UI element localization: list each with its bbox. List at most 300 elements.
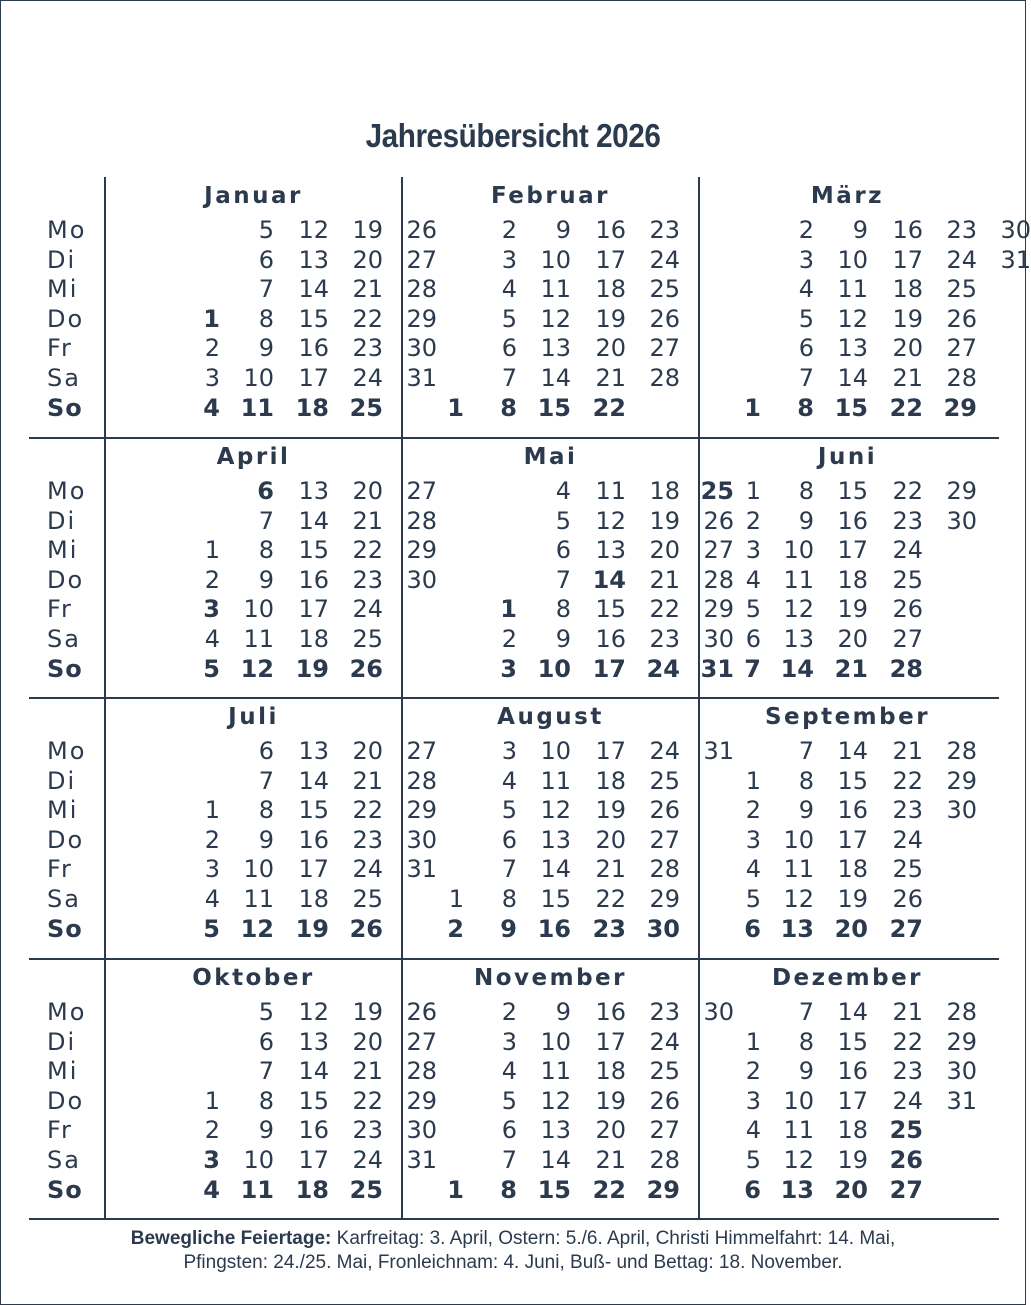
- date-cell: 21: [352, 766, 383, 795]
- date-cell: 4: [501, 766, 517, 795]
- date-cell: 4: [745, 1116, 761, 1145]
- date-cell: 16: [837, 796, 868, 825]
- weekday-label: Fr: [47, 855, 73, 884]
- date-cell: 5: [501, 796, 517, 825]
- date-cell: 30: [703, 998, 734, 1026]
- weekday-label: Fr: [47, 595, 73, 624]
- holiday-date: 25: [700, 477, 734, 505]
- date-cell: 28: [406, 506, 437, 535]
- date-cell: 8: [258, 304, 274, 333]
- date-cell: 7: [258, 1057, 274, 1086]
- weekday-label: Mi: [47, 796, 79, 825]
- weekday-label: Sa: [47, 625, 81, 653]
- sunday-date: 18: [295, 393, 329, 422]
- date-cell: 1: [204, 536, 220, 565]
- date-cell: 5: [745, 595, 761, 624]
- date-cell: 20: [837, 625, 868, 653]
- weekday-label: Sa: [47, 1146, 81, 1174]
- date-cell: 21: [892, 998, 923, 1026]
- date-cell: 6: [555, 536, 571, 565]
- date-cell: 21: [595, 855, 626, 884]
- date-cell: 29: [703, 595, 734, 624]
- month-name: Februar: [491, 183, 610, 209]
- date-cell: 31: [406, 1146, 437, 1174]
- date-cell: 3: [204, 855, 220, 884]
- date-cell: 22: [892, 1027, 923, 1056]
- date-cell: 21: [352, 506, 383, 535]
- page-title: Jahresübersicht 2026: [365, 117, 661, 154]
- month-name: August: [497, 704, 604, 730]
- date-cell: 31: [406, 855, 437, 884]
- date-cell: 7: [798, 998, 814, 1026]
- date-cell: 30: [946, 506, 977, 535]
- date-cell: 19: [649, 506, 680, 535]
- sunday-date: 4: [203, 393, 220, 422]
- date-cell: 7: [258, 275, 274, 304]
- weekday-label: Sa: [47, 364, 81, 392]
- date-cell: 18: [595, 766, 626, 795]
- date-cell: 14: [298, 1057, 329, 1086]
- date-cell: 2: [745, 796, 761, 825]
- sunday-date: 8: [797, 393, 814, 422]
- weekday-label: Do: [47, 1086, 85, 1115]
- date-cell: 20: [649, 536, 680, 565]
- date-cell: 10: [540, 1027, 571, 1056]
- date-cell: 2: [798, 216, 814, 244]
- date-cell: 20: [352, 477, 383, 505]
- date-cell: 11: [595, 477, 626, 505]
- date-cell: 28: [649, 1146, 680, 1174]
- date-cell: 12: [783, 595, 814, 624]
- date-cell: 13: [540, 825, 571, 854]
- sunday-date: 19: [295, 654, 329, 683]
- date-cell: 9: [798, 796, 814, 825]
- date-cell: 17: [298, 1146, 329, 1174]
- date-cell: 18: [837, 565, 868, 594]
- date-cell: 7: [501, 855, 517, 884]
- date-cell: 19: [595, 1086, 626, 1115]
- date-cell: 28: [946, 364, 977, 392]
- date-cell: 30: [946, 796, 977, 825]
- date-cell: 6: [501, 825, 517, 854]
- date-cell: 10: [837, 245, 868, 274]
- date-cell: 27: [649, 825, 680, 854]
- date-cell: 21: [352, 275, 383, 304]
- month-september: [699, 698, 996, 956]
- date-cell: 31: [406, 364, 437, 392]
- month-name: September: [764, 704, 931, 730]
- date-cell: 9: [555, 625, 571, 653]
- date-cell: 28: [946, 737, 977, 765]
- sunday-date: 25: [349, 393, 383, 422]
- sunday-date: 15: [537, 1175, 571, 1204]
- date-cell: 23: [892, 506, 923, 535]
- date-cell: 5: [501, 304, 517, 333]
- date-cell: 4: [501, 275, 517, 304]
- movable-holidays-note: [41, 1227, 985, 1275]
- date-cell: 2: [204, 565, 220, 594]
- date-cell: 9: [258, 565, 274, 594]
- date-cell: 10: [783, 825, 814, 854]
- month-name: Mai: [523, 444, 578, 470]
- date-cell: 11: [540, 766, 571, 795]
- date-cell: 31: [703, 737, 734, 765]
- date-cell: 3: [745, 536, 761, 565]
- date-cell: 4: [204, 885, 220, 913]
- date-cell: 26: [649, 796, 680, 825]
- weekday-label: Sa: [47, 885, 81, 913]
- date-cell: 27: [946, 334, 977, 363]
- date-cell: 4: [798, 275, 814, 304]
- sunday-date: 16: [537, 914, 571, 943]
- date-cell: 5: [555, 506, 571, 535]
- sunday-date: 1: [447, 393, 464, 422]
- date-cell: 11: [540, 1057, 571, 1086]
- date-cell: 7: [555, 565, 571, 594]
- date-cell: 16: [298, 334, 329, 363]
- date-cell: 15: [837, 477, 868, 505]
- weekday-label: Di: [47, 506, 77, 535]
- date-cell: 7: [501, 1146, 517, 1174]
- holiday-date: 3: [203, 595, 220, 624]
- date-cell: 13: [298, 1027, 329, 1056]
- date-cell: 7: [798, 737, 814, 765]
- date-cell: 4: [204, 625, 220, 653]
- date-cell: 23: [352, 334, 383, 363]
- date-cell: 22: [892, 766, 923, 795]
- date-cell: 21: [892, 364, 923, 392]
- date-cell: 20: [352, 245, 383, 274]
- date-cell: 16: [837, 506, 868, 535]
- date-cell: 23: [892, 796, 923, 825]
- date-cell: 21: [892, 737, 923, 765]
- month-name: Oktober: [192, 965, 315, 991]
- date-cell: 5: [745, 885, 761, 913]
- weekday-label: Do: [47, 565, 85, 594]
- date-cell: 9: [258, 1116, 274, 1145]
- date-cell: 13: [298, 245, 329, 274]
- date-cell: 29: [406, 536, 437, 565]
- weekday-label: Mi: [47, 1057, 79, 1086]
- date-cell: 2: [204, 334, 220, 363]
- date-cell: 3: [501, 1027, 517, 1056]
- month-november: [402, 959, 734, 1217]
- date-cell: 3: [798, 245, 814, 274]
- date-cell: 16: [298, 825, 329, 854]
- date-cell: 19: [837, 885, 868, 913]
- date-cell: 28: [406, 1057, 437, 1086]
- date-cell: 8: [555, 595, 571, 624]
- month-juni: [699, 438, 996, 696]
- date-cell: 20: [892, 334, 923, 363]
- date-cell: 8: [798, 1027, 814, 1056]
- date-cell: 10: [540, 737, 571, 765]
- date-cell: 9: [555, 216, 571, 244]
- weekday-label: Mo: [47, 216, 87, 244]
- sunday-date: 26: [349, 654, 383, 683]
- month-dezember: [699, 959, 996, 1217]
- date-cell: 11: [783, 855, 814, 884]
- date-cell: 5: [258, 998, 274, 1026]
- date-cell: 6: [501, 334, 517, 363]
- month-märz: [699, 177, 1031, 435]
- date-cell: 17: [892, 245, 923, 274]
- date-cell: 13: [298, 477, 329, 505]
- date-cell: 9: [798, 1057, 814, 1086]
- sunday-date: 30: [646, 914, 680, 943]
- sunday-date: 21: [834, 654, 868, 683]
- date-cell: 24: [946, 245, 977, 274]
- date-cell: 25: [649, 275, 680, 304]
- month-februar: [402, 177, 699, 435]
- date-cell: 15: [298, 304, 329, 333]
- sunday-date: 27: [889, 914, 923, 943]
- sunday-date: 29: [646, 1175, 680, 1204]
- date-cell: 25: [649, 1057, 680, 1086]
- date-cell: 25: [946, 275, 977, 304]
- date-cell: 4: [555, 477, 571, 505]
- date-cell: 27: [406, 737, 437, 765]
- date-cell: 17: [298, 364, 329, 392]
- month-januar: [105, 177, 437, 435]
- date-cell: 14: [298, 275, 329, 304]
- date-cell: 27: [406, 1027, 437, 1056]
- month-name: Dezember: [771, 965, 924, 991]
- sunday-date: 4: [203, 1175, 220, 1204]
- date-cell: 28: [703, 565, 734, 594]
- date-cell: 30: [406, 334, 437, 363]
- weekday-label: Do: [47, 825, 85, 854]
- date-cell: 14: [837, 364, 868, 392]
- date-cell: 8: [258, 1086, 274, 1115]
- month-name: März: [810, 183, 885, 209]
- holiday-date: 1: [203, 304, 220, 333]
- date-cell: 5: [745, 1146, 761, 1174]
- date-cell: 1: [745, 1027, 761, 1056]
- date-cell: 26: [649, 304, 680, 333]
- date-cell: 28: [406, 275, 437, 304]
- date-cell: 26: [892, 885, 923, 913]
- date-cell: 14: [540, 855, 571, 884]
- date-cell: 5: [501, 1086, 517, 1115]
- date-cell: 6: [745, 625, 761, 653]
- date-cell: 30: [946, 1057, 977, 1086]
- date-cell: 27: [892, 625, 923, 653]
- sunday-date: 31: [700, 654, 734, 683]
- date-cell: 22: [352, 304, 383, 333]
- date-cell: 24: [892, 825, 923, 854]
- weekday-label: So: [47, 654, 83, 683]
- date-cell: 11: [783, 565, 814, 594]
- date-cell: 30: [1000, 216, 1031, 244]
- sunday-date: 28: [889, 654, 923, 683]
- date-cell: 11: [540, 275, 571, 304]
- weekday-label: Mi: [47, 275, 79, 304]
- date-cell: 9: [555, 998, 571, 1026]
- date-cell: 19: [837, 1146, 868, 1174]
- date-cell: 2: [745, 506, 761, 535]
- date-cell: 17: [595, 245, 626, 274]
- date-cell: 22: [352, 796, 383, 825]
- date-cell: 4: [745, 855, 761, 884]
- holiday-date: 14: [592, 565, 626, 594]
- date-cell: 15: [298, 536, 329, 565]
- date-cell: 30: [406, 825, 437, 854]
- date-cell: 24: [352, 364, 383, 392]
- date-cell: 17: [595, 737, 626, 765]
- date-cell: 28: [649, 855, 680, 884]
- date-cell: 11: [783, 1116, 814, 1145]
- sunday-date: 27: [889, 1175, 923, 1204]
- date-cell: 7: [258, 506, 274, 535]
- sunday-date: 8: [500, 393, 517, 422]
- date-cell: 23: [649, 625, 680, 653]
- date-cell: 10: [783, 1086, 814, 1115]
- date-cell: 1: [204, 796, 220, 825]
- month-mai: [402, 438, 734, 696]
- date-cell: 16: [595, 625, 626, 653]
- date-cell: 29: [406, 796, 437, 825]
- weekday-label: Di: [47, 1027, 77, 1056]
- date-cell: 12: [298, 998, 329, 1026]
- month-juli: [105, 698, 437, 956]
- date-cell: 5: [798, 304, 814, 333]
- date-cell: 31: [946, 1086, 977, 1115]
- date-cell: 27: [406, 477, 437, 505]
- date-cell: 2: [501, 216, 517, 244]
- date-cell: 7: [501, 364, 517, 392]
- weekday-label: Mo: [47, 477, 87, 505]
- sunday-date: 9: [500, 914, 517, 943]
- date-cell: 9: [258, 825, 274, 854]
- date-cell: 21: [595, 1146, 626, 1174]
- date-cell: 22: [892, 477, 923, 505]
- date-cell: 20: [352, 737, 383, 765]
- date-cell: 21: [595, 364, 626, 392]
- date-cell: 8: [798, 477, 814, 505]
- month-name: Januar: [204, 183, 303, 209]
- date-cell: 13: [783, 625, 814, 653]
- sunday-date: 10: [537, 654, 571, 683]
- date-cell: 12: [540, 1086, 571, 1115]
- holiday-date: 25: [889, 1116, 923, 1145]
- date-cell: 17: [595, 1027, 626, 1056]
- weekday-label: Di: [47, 245, 77, 274]
- month-name: Juni: [817, 444, 878, 470]
- date-cell: 24: [649, 737, 680, 765]
- sunday-date: 6: [744, 914, 761, 943]
- movable-holidays-label: Bewegliche Feiertage:: [130, 1228, 332, 1249]
- date-cell: 25: [892, 565, 923, 594]
- date-cell: 11: [837, 275, 868, 304]
- date-cell: 30: [406, 1116, 437, 1145]
- month-name: Juli: [228, 704, 279, 730]
- date-cell: 14: [837, 737, 868, 765]
- date-cell: 9: [258, 334, 274, 363]
- date-cell: 30: [703, 625, 734, 653]
- date-cell: 24: [352, 595, 383, 624]
- sunday-date: 17: [592, 654, 626, 683]
- date-cell: 27: [649, 1116, 680, 1145]
- sunday-date: 8: [500, 1175, 517, 1204]
- date-cell: 23: [946, 216, 977, 244]
- date-cell: 24: [352, 855, 383, 884]
- date-cell: 17: [298, 595, 329, 624]
- sunday-date: 22: [889, 393, 923, 422]
- weekday-label: So: [47, 1175, 83, 1204]
- date-cell: 26: [892, 595, 923, 624]
- date-cell: 21: [649, 565, 680, 594]
- date-cell: 22: [649, 595, 680, 624]
- sunday-date: 11: [240, 393, 274, 422]
- month-oktober: [105, 959, 437, 1217]
- date-cell: 18: [595, 1057, 626, 1086]
- date-cell: 23: [352, 565, 383, 594]
- date-cell: 6: [258, 245, 274, 274]
- date-cell: 19: [352, 998, 383, 1026]
- sunday-date: 13: [780, 1175, 814, 1204]
- date-cell: 20: [595, 1116, 626, 1145]
- weekday-label: Mo: [47, 737, 87, 765]
- weekday-label: Mi: [47, 536, 79, 565]
- date-cell: 3: [204, 364, 220, 392]
- date-cell: 21: [352, 1057, 383, 1086]
- date-cell: 16: [298, 1116, 329, 1145]
- date-cell: 13: [837, 334, 868, 363]
- date-cell: 29: [649, 885, 680, 913]
- date-cell: 7: [798, 364, 814, 392]
- date-cell: 14: [298, 766, 329, 795]
- date-cell: 25: [352, 625, 383, 653]
- date-cell: 8: [798, 766, 814, 795]
- date-cell: 10: [783, 536, 814, 565]
- date-cell: 3: [501, 737, 517, 765]
- sunday-date: 3: [500, 654, 517, 683]
- sunday-date: 23: [592, 914, 626, 943]
- date-cell: 18: [892, 275, 923, 304]
- date-cell: 27: [406, 245, 437, 274]
- weekday-label: So: [47, 914, 83, 943]
- date-cell: 28: [649, 364, 680, 392]
- date-cell: 12: [298, 216, 329, 244]
- date-cell: 12: [540, 796, 571, 825]
- sunday-date: 25: [349, 1175, 383, 1204]
- date-cell: 16: [892, 216, 923, 244]
- date-cell: 26: [649, 1086, 680, 1115]
- date-cell: 24: [892, 1086, 923, 1115]
- sunday-date: 20: [834, 914, 868, 943]
- date-cell: 15: [298, 1086, 329, 1115]
- date-cell: 8: [501, 885, 517, 913]
- date-cell: 20: [595, 825, 626, 854]
- date-cell: 31: [1000, 245, 1031, 274]
- date-cell: 27: [703, 536, 734, 565]
- month-name: April: [216, 444, 291, 470]
- date-cell: 19: [595, 304, 626, 333]
- date-cell: 3: [745, 825, 761, 854]
- date-cell: 12: [783, 885, 814, 913]
- movable-holidays-line2: Pfingsten: 24./25. Mai, Fronleichnam: 4. Juni, Buß- und Bettag: 18. November.: [183, 1252, 843, 1273]
- date-cell: 23: [649, 216, 680, 244]
- sunday-date: 20: [834, 1175, 868, 1204]
- date-cell: 23: [649, 998, 680, 1026]
- date-cell: 8: [258, 796, 274, 825]
- date-cell: 29: [946, 477, 977, 505]
- date-cell: 2: [745, 1057, 761, 1086]
- date-cell: 9: [852, 216, 868, 244]
- date-cell: 30: [406, 565, 437, 594]
- date-cell: 17: [837, 825, 868, 854]
